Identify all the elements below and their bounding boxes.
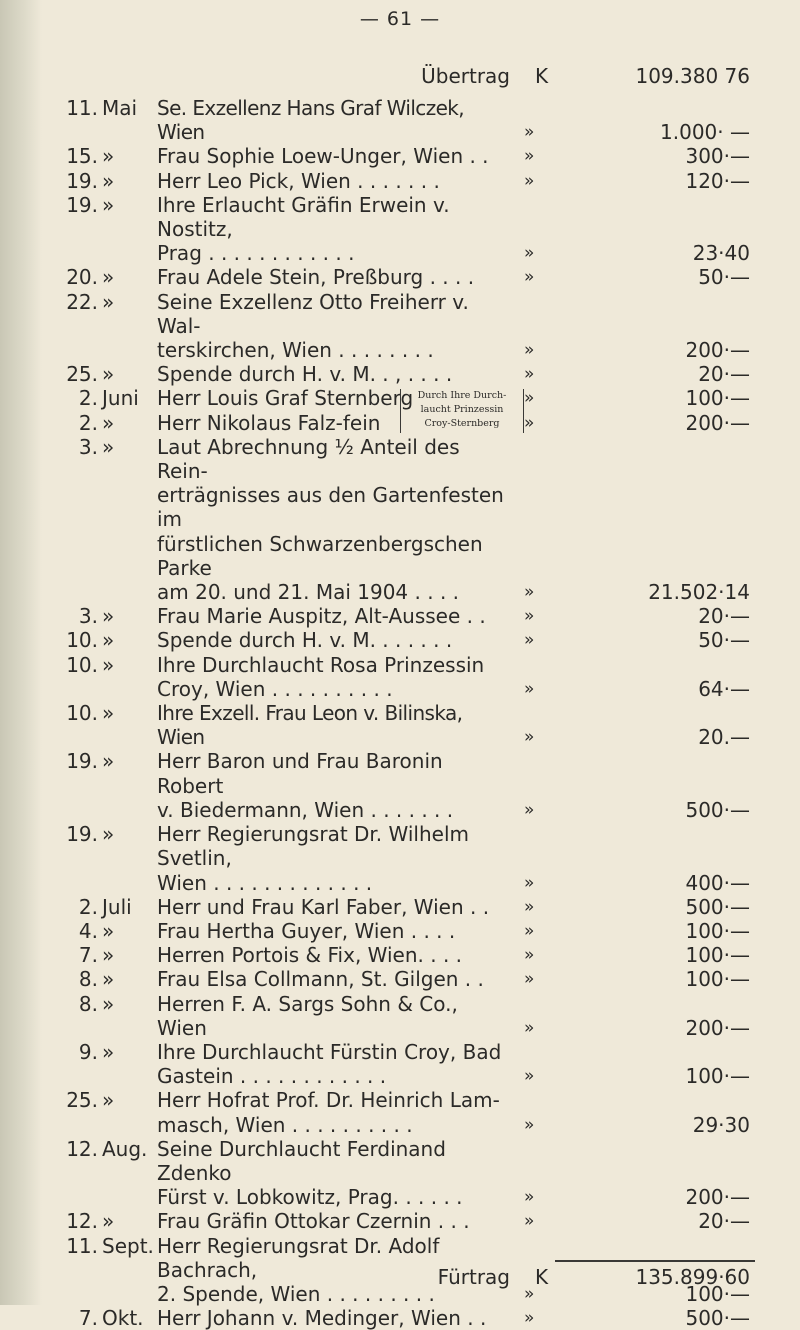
entry-day: 10.: [66, 701, 98, 726]
ditto-mark: »: [524, 606, 535, 627]
ditto-mark: »: [524, 412, 535, 433]
list-item: [0, 653, 800, 701]
entry-amount: 50·—: [698, 628, 750, 653]
ditto-mark: »: [524, 969, 535, 990]
list-item: [0, 435, 800, 604]
entry-day: 2.: [78, 386, 98, 411]
ditto-mark: »: [524, 630, 535, 651]
entry-amount: 100·—: [685, 967, 750, 992]
entry-day: 11.: [66, 1233, 98, 1258]
entry-description: Seine Exzellenz Otto Freiherr v. Wal- terskirchen, Wien . . . . . . . .: [157, 289, 469, 363]
entry-day: 7.: [78, 1306, 98, 1330]
entry-description: Herren Portois & Fix, Wien. . . .: [157, 943, 463, 968]
entry-day: 4.: [78, 918, 98, 943]
entry-day: 25.: [66, 362, 98, 387]
list-item: [0, 1209, 800, 1233]
entry-amount: 200·—: [685, 1185, 750, 1210]
list-item: [0, 919, 800, 943]
list-item: [0, 411, 800, 435]
ditto-mark: »: [524, 1114, 535, 1135]
ditto-mark: »: [524, 146, 535, 167]
ditto-mark: »: [524, 388, 535, 409]
entry-day: 22.: [66, 289, 98, 314]
entry-day: 10.: [66, 652, 98, 677]
entry-day: 3.: [78, 434, 98, 459]
entry-amount: 120·—: [685, 168, 750, 193]
ditto-mark: »: [524, 1187, 535, 1208]
ditto-mark: »: [524, 170, 535, 191]
entry-amount: 200·—: [685, 1015, 750, 1040]
list-item: [0, 290, 800, 363]
entry-description: Herr Hofrat Prof. Dr. Heinrich Lam- masch, Wien . . . . . . . . . .: [157, 1088, 500, 1137]
entry-description: Herr Regierungsrat Dr. Wilhelm Svetlin, Wien . . . . . . . . . . . . .: [157, 822, 469, 895]
donation-list: [0, 96, 800, 1330]
entry-description: Se. Exzellenz Hans Graf Wilczek, Wien: [157, 96, 470, 145]
entry-month: »: [102, 628, 115, 653]
entry-day: 20.: [66, 265, 98, 290]
ditto-mark: »: [524, 1066, 535, 1087]
entry-description: Ihre Erlaucht Gräfin Erwein v. Nostitz, Prag . . . . . . . . . . . .: [157, 192, 450, 266]
entry-month: »: [102, 701, 115, 726]
entry-description: Laut Abrechnung ½ Anteil des Rein- erträgnisses aus den Gartenfesten im fürstlichen Schwarzenbergschen Parke am 20. und 21. Mai 1904 . . . .: [157, 434, 504, 605]
carry-forward-currency: K: [535, 1265, 549, 1289]
entry-amount: 21.502·14: [648, 580, 750, 605]
entry-description: Frau Adele Stein, Preßburg . . . .: [157, 265, 475, 290]
entry-month: »: [102, 434, 115, 459]
ditto-mark: »: [524, 267, 535, 288]
ditto-mark: »: [524, 122, 535, 143]
carry-over-label: Übertrag: [421, 64, 510, 88]
entry-description: Herr Leo Pick, Wien . . . . . . .: [157, 168, 440, 193]
entry-amount: 200·—: [685, 410, 750, 435]
entry-description: Seine Durchlaucht Ferdinand Zdenko Fürst v. Lobkowitz, Prag. . . . . .: [157, 1136, 463, 1210]
carry-over-currency: K: [535, 64, 549, 88]
entry-day: 12.: [66, 1209, 98, 1234]
list-item: [0, 96, 800, 144]
list-item: [0, 1040, 800, 1088]
list-item: [0, 1306, 800, 1330]
ditto-mark: »: [524, 582, 535, 603]
entry-month: »: [102, 652, 115, 677]
entry-amount: 500·—: [685, 797, 750, 822]
entry-amount: 300·—: [685, 144, 750, 169]
entry-description: Frau Gräfin Ottokar Czernin . . .: [157, 1209, 470, 1234]
ditto-mark: »: [524, 945, 535, 966]
entry-day: 15.: [66, 144, 98, 169]
entry-month: »: [102, 918, 115, 943]
list-item: [0, 749, 800, 822]
entry-month: »: [102, 1209, 115, 1234]
carry-over-line: [0, 64, 800, 88]
ditto-mark: »: [524, 340, 535, 361]
list-item: [0, 967, 800, 991]
entry-month: »: [102, 822, 115, 847]
entry-month: »: [102, 144, 115, 169]
entry-month: »: [102, 289, 115, 314]
ditto-mark: »: [524, 799, 535, 820]
entry-day: 19.: [66, 168, 98, 193]
carry-over-amount: 109.380 76: [635, 64, 750, 88]
entry-month: »: [102, 749, 115, 774]
entry-amount: 400·—: [685, 870, 750, 895]
entry-month: »: [102, 168, 115, 193]
entry-description: Frau Elsa Collmann, St. Gilgen . .: [157, 967, 484, 992]
entry-amount: 200·—: [685, 338, 750, 363]
entry-description: Herr Johann v. Medinger, Wien . .: [157, 1306, 487, 1330]
ditto-mark: »: [524, 364, 535, 385]
entry-description: Herr und Frau Karl Faber, Wien . .: [157, 894, 490, 919]
entry-day: 8.: [78, 991, 98, 1016]
entry-description: Herren F. A. Sargs Sohn & Co., Wien: [157, 991, 465, 1040]
entry-amount: 500·—: [685, 1306, 750, 1330]
entry-month: »: [102, 967, 115, 992]
entry-amount: 500·—: [685, 894, 750, 919]
entry-description: Herr Nikolaus Falz-fein: [157, 410, 381, 435]
entry-day: 19.: [66, 192, 98, 217]
entry-month: Juli: [102, 894, 132, 919]
entry-month: Sept.: [102, 1233, 154, 1258]
entry-amount: 1.000· —: [660, 120, 750, 145]
list-item: [0, 169, 800, 193]
list-item: [0, 992, 800, 1040]
entry-amount: 23·40: [692, 241, 750, 266]
list-item: [0, 628, 800, 652]
entry-amount: 20·—: [698, 1209, 750, 1234]
entry-day: 19.: [66, 822, 98, 847]
margin-note-line: laucht Prinzessin: [420, 404, 504, 416]
ditto-mark: »: [524, 872, 535, 893]
entry-month: »: [102, 192, 115, 217]
entry-month: »: [102, 943, 115, 968]
entry-description: Ihre Exzell. Frau Leon v. Bilinska, Wien: [157, 701, 469, 750]
entry-description: Herr Regierungsrat Dr. Adolf Bachrach, 2. Spende, Wien . . . . . . . . .: [157, 1233, 440, 1306]
entry-day: 3.: [78, 604, 98, 629]
entry-day: 10.: [66, 628, 98, 653]
entry-amount: 100·—: [685, 1281, 750, 1306]
entry-amount: 100·—: [685, 943, 750, 968]
list-item: [0, 943, 800, 967]
list-item: [0, 193, 800, 266]
entry-month: Juni: [102, 386, 139, 411]
entry-amount: 20·—: [698, 362, 750, 387]
list-item: [0, 1137, 800, 1210]
entry-description: Frau Hertha Guyer, Wien . . . .: [157, 918, 456, 943]
entry-amount: 100·—: [685, 386, 750, 411]
list-item: [0, 604, 800, 628]
entry-description: Ihre Durchlaucht Rosa Prinzessin Croy, Wien . . . . . . . . . .: [157, 652, 485, 701]
ditto-mark: »: [524, 920, 535, 941]
entry-month: »: [102, 1088, 115, 1113]
ditto-mark: »: [524, 727, 535, 748]
entry-month: »: [102, 1039, 115, 1064]
entry-amount: 50·—: [698, 265, 750, 290]
entry-month: Aug.: [102, 1136, 148, 1161]
entry-description: Ihre Durchlaucht Fürstin Croy, Bad Gastein . . . . . . . . . . . .: [157, 1039, 502, 1089]
entry-month: »: [102, 265, 115, 290]
entry-day: 11.: [66, 96, 98, 120]
entry-month: »: [102, 991, 115, 1016]
entry-month: »: [102, 604, 115, 629]
list-item: [0, 1088, 800, 1136]
ditto-mark: »: [524, 1211, 535, 1232]
list-item: [0, 265, 800, 289]
entry-description: Spende durch H. v. M. . . . . . .: [157, 628, 453, 653]
entry-day: 12.: [66, 1136, 98, 1161]
entry-amount: 100·—: [685, 918, 750, 943]
ditto-mark: »: [524, 1283, 535, 1304]
entry-description: Frau Marie Auspitz, Alt-Aussee . .: [157, 604, 486, 629]
carry-forward-line: [0, 1265, 800, 1289]
page-number: — 61 —: [359, 8, 441, 30]
carry-forward-label: Fürtrag: [437, 1265, 510, 1289]
entry-amount: 100·—: [685, 1064, 750, 1089]
list-item: [0, 822, 800, 895]
entry-day: 25.: [66, 1088, 98, 1113]
entry-day: 9.: [78, 1039, 98, 1064]
margin-note-line: Croy-Sternberg: [424, 418, 500, 430]
list-item: [0, 362, 800, 386]
entry-day: 19.: [66, 749, 98, 774]
entry-day: 2.: [78, 894, 98, 919]
entry-description: Herr Baron und Frau Baronin Robert v. Biedermann, Wien . . . . . . .: [157, 749, 454, 822]
entry-amount: 29·30: [692, 1112, 750, 1137]
entry-day: 7.: [78, 943, 98, 968]
carry-forward-amount: 135.899·60: [635, 1265, 750, 1289]
ditto-mark: »: [524, 1308, 535, 1329]
entry-amount: 20.—: [698, 725, 750, 750]
ditto-mark: »: [524, 243, 535, 264]
sum-rule: [555, 1260, 755, 1262]
entry-month: Mai: [102, 96, 138, 120]
list-item: [0, 701, 800, 749]
entry-amount: 64·—: [698, 676, 750, 701]
ditto-mark: »: [524, 896, 535, 917]
entry-description: Spende durch H. v. M. . , . . . .: [157, 362, 453, 387]
entry-day: 8.: [78, 967, 98, 992]
ditto-mark: »: [524, 678, 535, 699]
list-item: [0, 144, 800, 168]
entry-month: »: [102, 410, 115, 435]
entry-amount: 20·—: [698, 604, 750, 629]
entry-month: Okt.: [102, 1306, 144, 1330]
entry-description: Frau Sophie Loew-Unger, Wien . .: [157, 144, 489, 169]
list-item: [0, 895, 800, 919]
entry-day: 2.: [78, 410, 98, 435]
entry-description: Herr Louis Graf Sternberg: [157, 386, 414, 411]
entry-month: »: [102, 362, 115, 387]
margin-note-line: Durch Ihre Durch-: [417, 390, 507, 402]
ditto-mark: »: [524, 1017, 535, 1038]
